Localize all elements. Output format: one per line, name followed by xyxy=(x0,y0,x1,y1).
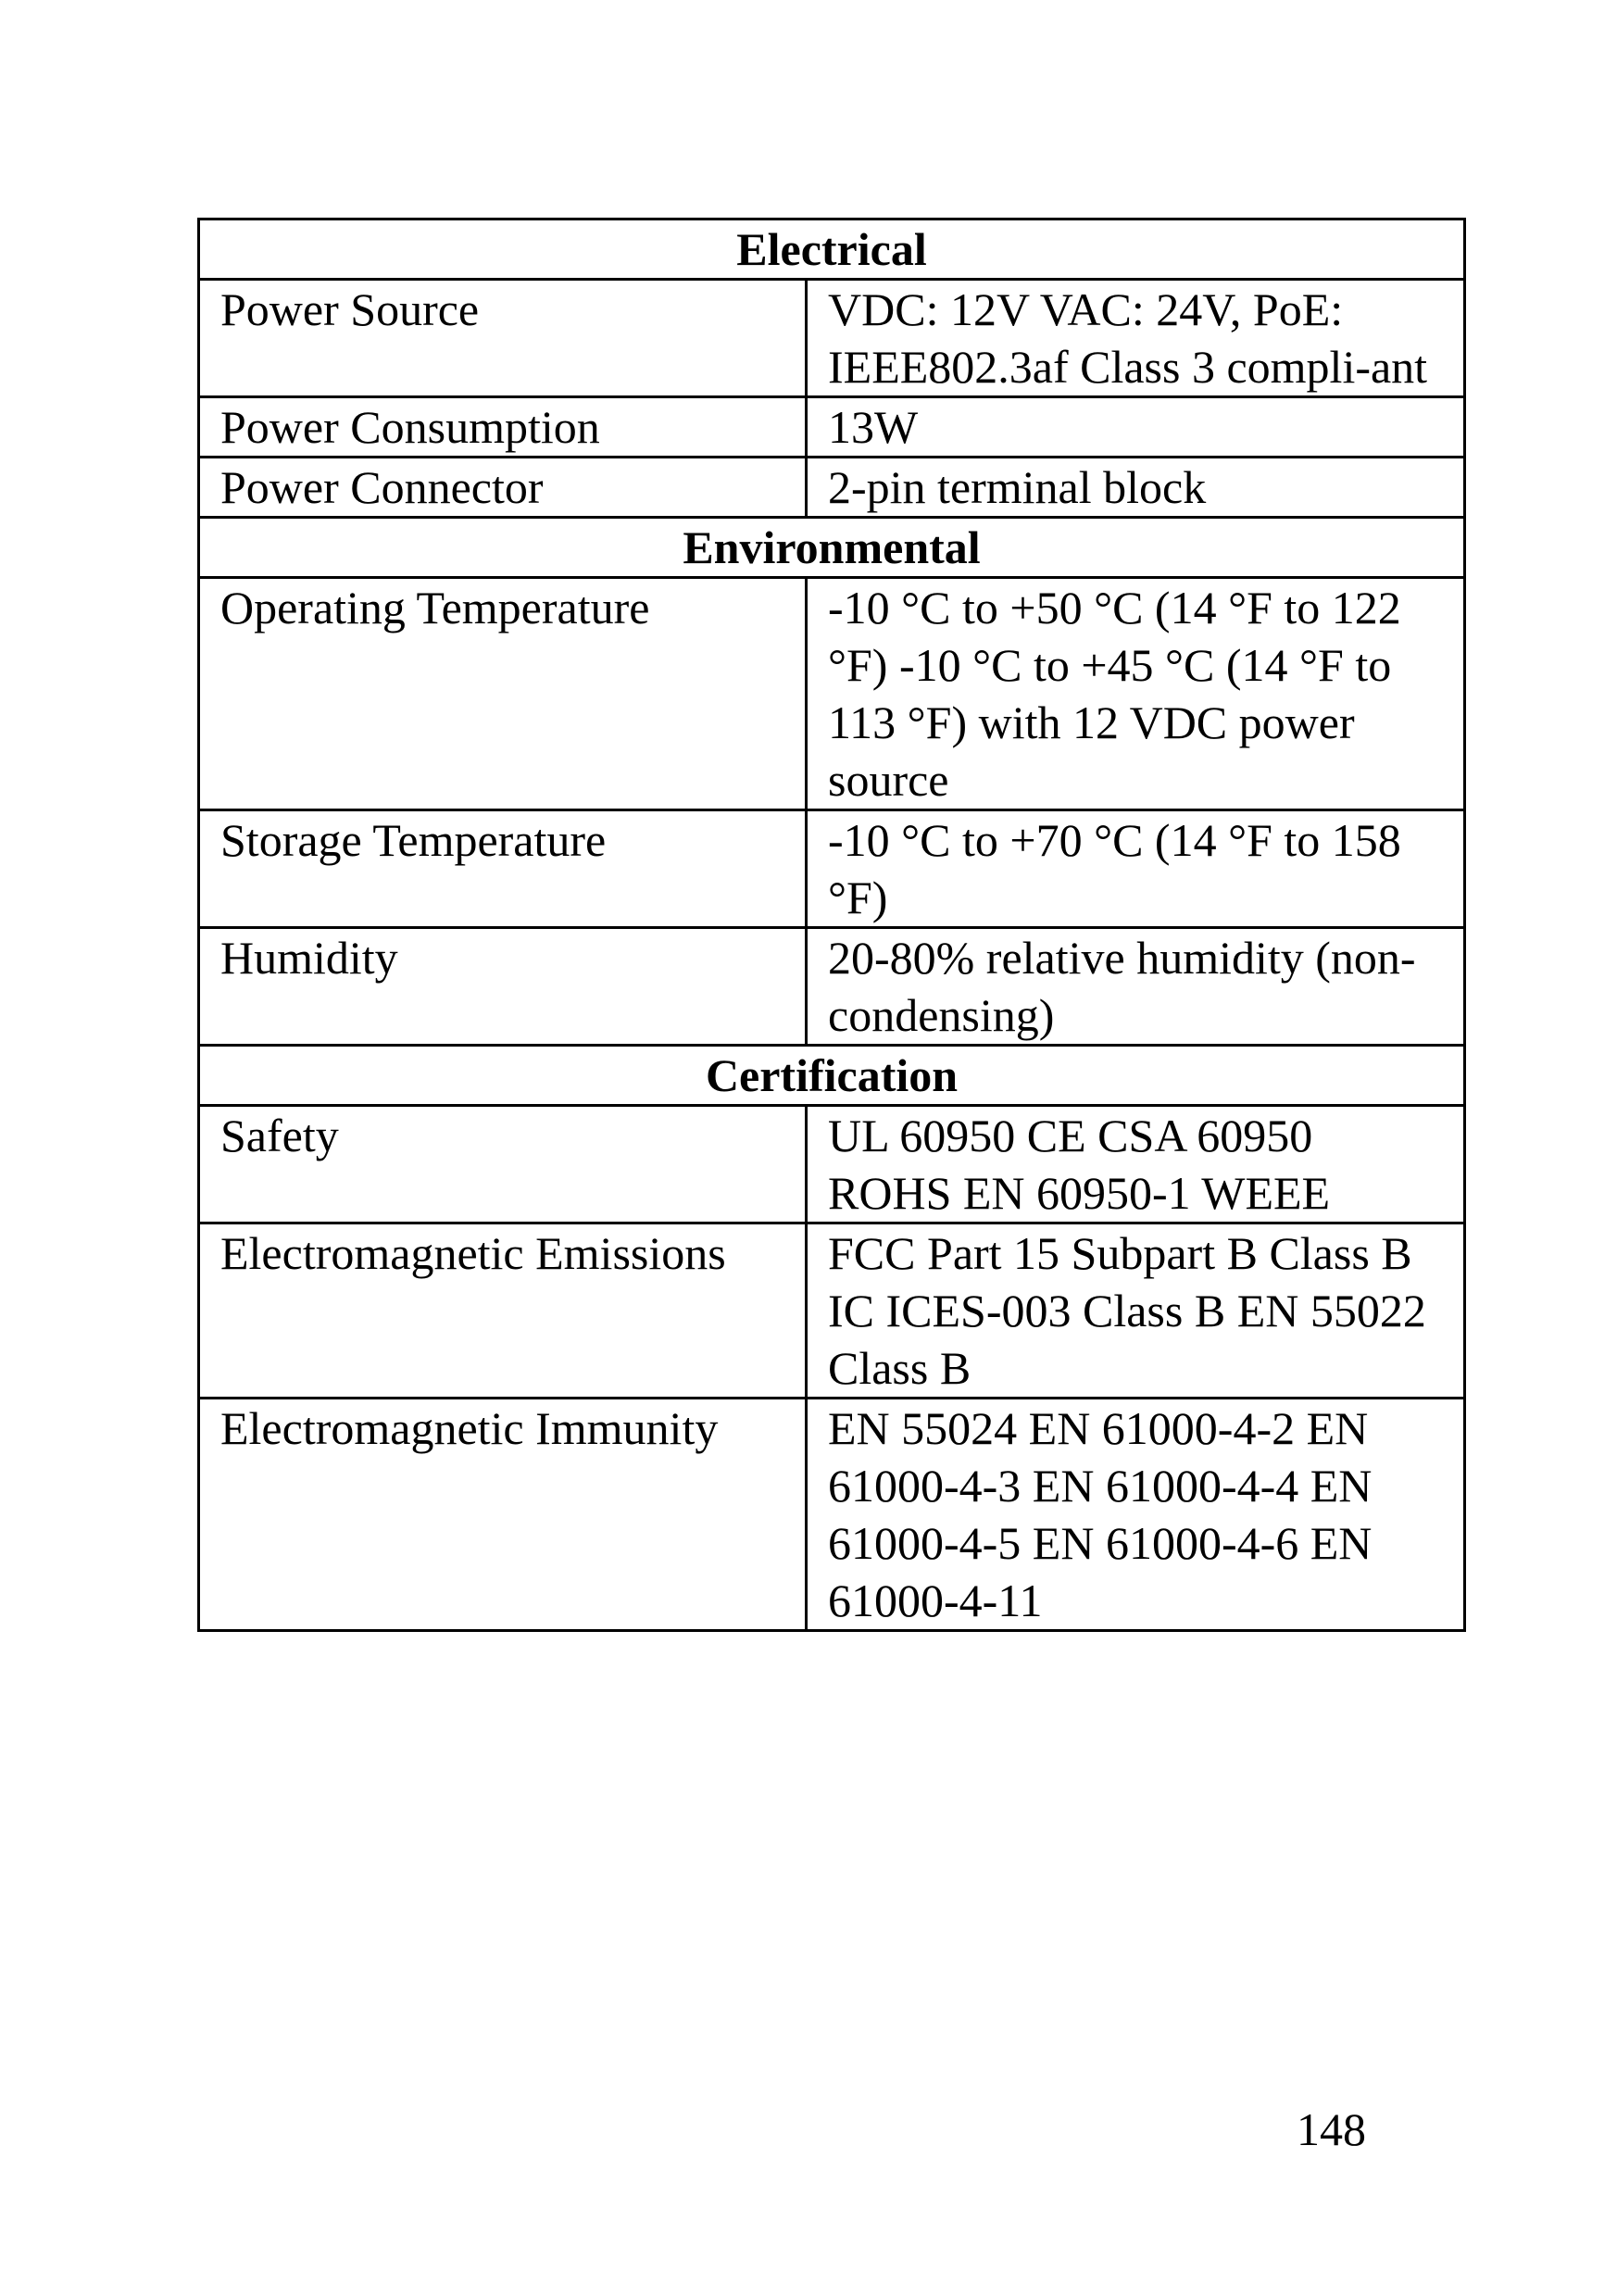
section-header-row xyxy=(199,220,1465,280)
section-header-row xyxy=(199,1046,1465,1106)
spec-value: UL 60950 CE CSA 60950 ROHS EN 60950-1 WEEE xyxy=(807,1106,1465,1223)
table-row xyxy=(199,280,1465,397)
spec-value: -10 °C to +50 °C (14 °F to 122 °F) -10 °C to +45 °C (14 °F to 113 °F) with 12 VDC power source xyxy=(807,578,1465,810)
table-row xyxy=(199,928,1465,1046)
spec-label: Electromagnetic Immunity xyxy=(199,1399,807,1631)
table-row xyxy=(199,397,1465,458)
spec-label: Safety xyxy=(199,1106,807,1223)
page-number: 148 xyxy=(1297,2103,1366,2155)
section-header-row xyxy=(199,518,1465,578)
spec-value: 20-80% relative humidity (non-condensing) xyxy=(807,928,1465,1046)
section-title-electrical: Electrical xyxy=(199,220,1465,280)
spec-label: Power Source xyxy=(199,280,807,397)
specifications-table xyxy=(197,218,1466,1632)
spec-label: Humidity xyxy=(199,928,807,1046)
section-title-certification: Certification xyxy=(199,1046,1465,1106)
table-row xyxy=(199,1399,1465,1631)
spec-value: 13W xyxy=(807,397,1465,458)
spec-value: -10 °C to +70 °C (14 °F to 158 °F) xyxy=(807,810,1465,928)
spec-value: VDC: 12V VAC: 24V, PoE: IEEE802.3af Class 3 compli-ant xyxy=(807,280,1465,397)
table-row xyxy=(199,578,1465,810)
spec-value: 2-pin terminal block xyxy=(807,458,1465,518)
spec-label: Power Connector xyxy=(199,458,807,518)
table-row xyxy=(199,458,1465,518)
table-row xyxy=(199,1106,1465,1223)
spec-value: FCC Part 15 Subpart B Class B IC ICES-003 Class B EN 55022 Class B xyxy=(807,1223,1465,1399)
spec-label: Operating Temperature xyxy=(199,578,807,810)
table-row xyxy=(199,1223,1465,1399)
table-row xyxy=(199,810,1465,928)
spec-value: EN 55024 EN 61000-4-2 EN 61000-4-3 EN 61000-4-4 EN 61000-4-5 EN 61000-4-6 EN 61000-4-11 xyxy=(807,1399,1465,1631)
section-title-environmental: Environmental xyxy=(199,518,1465,578)
spec-label: Storage Temperature xyxy=(199,810,807,928)
spec-label: Power Consumption xyxy=(199,397,807,458)
spec-label: Electromagnetic Emissions xyxy=(199,1223,807,1399)
